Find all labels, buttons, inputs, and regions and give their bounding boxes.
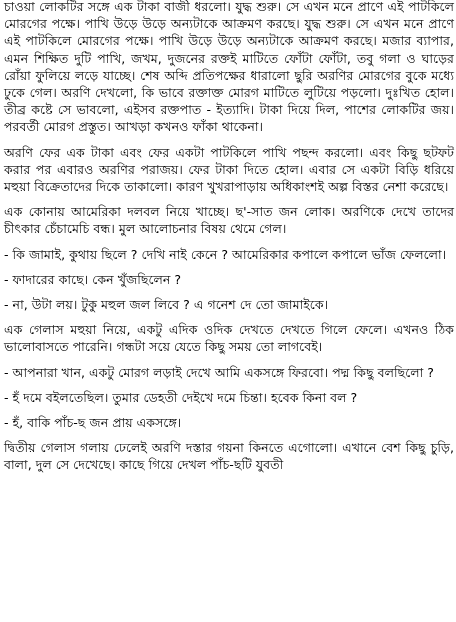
paragraph-mahua-glass: এক গেলাস মহুয়া নিয়ে, একটু এদিক ওদিক দেখতে দেখতে গিলে ফেলে। এখনও ঠিক ভালোবাসতে পারেনি। গন্ধটা সয়ে যেতে কিছু সময় তো লাগবেই। — [4, 322, 454, 355]
dialogue-line-worry: - হঁ দমে বইলতেছিল। তুমার ডেহতী দেইখে দমে চিন্তা। হবেক কিনা বল ? — [4, 389, 358, 405]
dialogue-line-mahua-offer: - না, উটা লয়। টুকু মহুল জল লিবে ? এ গনেশ দে তো জামাইকে। — [4, 297, 329, 313]
paragraph-second-bet: অরণি ফের এক টাকা এবং ফের একটা পাটকিলে পাখি পছন্দ করলো। এবং কিছু ছটফট করার পর এবারও অরণির পরাজয়। ফের টাকা দিতে হোল। এবার সে একটা বিড়ি ধরিয়ে মহুয়া বিক্রেতাদের দিকে তাকালো। কারণ খুখরাপাড়ায় অধিকাংশই অল্প বিস্তর নেশা করেছে। — [4, 144, 454, 195]
dialogue-line-padma: - আপনারা খান, একটু মোরগ লড়াই দেখে আমি একসঙ্গে ফিরবো। পদ্ম কিছু বলছিলো ? — [4, 364, 434, 380]
dialogue-line-where-were-you: - কি জামাই, কুথায় ছিলে ? দেখি নাই কেনে ? আমেরিকার কপালে কপালে ভাঁজ ফেললো। — [4, 246, 447, 262]
dialogue-line-together: - হঁ, বাকি পাঁচ-ছ জন প্রায় একসঙ্গে। — [4, 415, 182, 431]
dialogue-line-father: - ফাদারের কাছে। কেন খুঁজছিলেন ? — [4, 271, 182, 287]
paragraph-cockfight-first-bet: চাওয়া লোকটির সঙ্গে এক টাকা বাজী ধরলো। যুদ্ধ শুরু। সে এখন মনে প্রাণে এই পাটকিলে মোরগের পক্ষে। পাখি উড়ে উড়ে অন্যটাকে আক্রমণ করছে। যুদ্ধ শুরু। সে এখন মনে প্রাণে এই পাটকিলে মোরগের পক্ষে। পাখি উড়ে উড়ে অন্যটাকে আক্রমণ করছে। মজার ব্যাপার, এমন শিক্ষিত দুটি পাখি, জখম, দুজনের রক্তই মাটিতে ফোঁটা ফোঁটা, তবু গলা ও ঘাড়ের রোঁয়া ফুলিয়ে লড়ে যাচ্ছে। শেষ অব্দি প্রতিপক্ষের ধারালো ছুরি অরণির মোরগের বুকে মধ্যে ঢুকে গেল। অরণি দেখলো, কি ভাবে রক্তাক্ত মোরগ মাটিতে লুটিয়ে পড়লো। দুঃখিত হোল। তীব্র কষ্টে সে ভাবলো, এইসব রক্তপাত - ইত্যাদি। টাকা দিয়ে দিল, পাশের লোকটির জয়। পরবর্তী মোরগ প্রস্তুত। আখড়া কখনও ফাঁকা থাকেনা। — [4, 0, 455, 135]
paragraph-america-group: এক কোনায় আমেরিকা দলবল নিয়ে খাচ্ছে। ছ'-সাত জন লোক। অরণিকে দেখে তাদের চীৎকার চেঁচামেচি বন্ধ। মুল আলোচনার বিষয় থেমে গেল। — [4, 204, 454, 237]
paragraph-jewelry: দ্বিতীয় গেলাস গলায় ঢেলেই অরণি দস্তার গয়না কিনতে এগোলো। এখানে বেশ কিছু চুড়ি, বালা, দুল সে দেখেছে। কাছে গিয়ে দেখল পাঁচ-ছটি যুবতী — [4, 440, 454, 473]
